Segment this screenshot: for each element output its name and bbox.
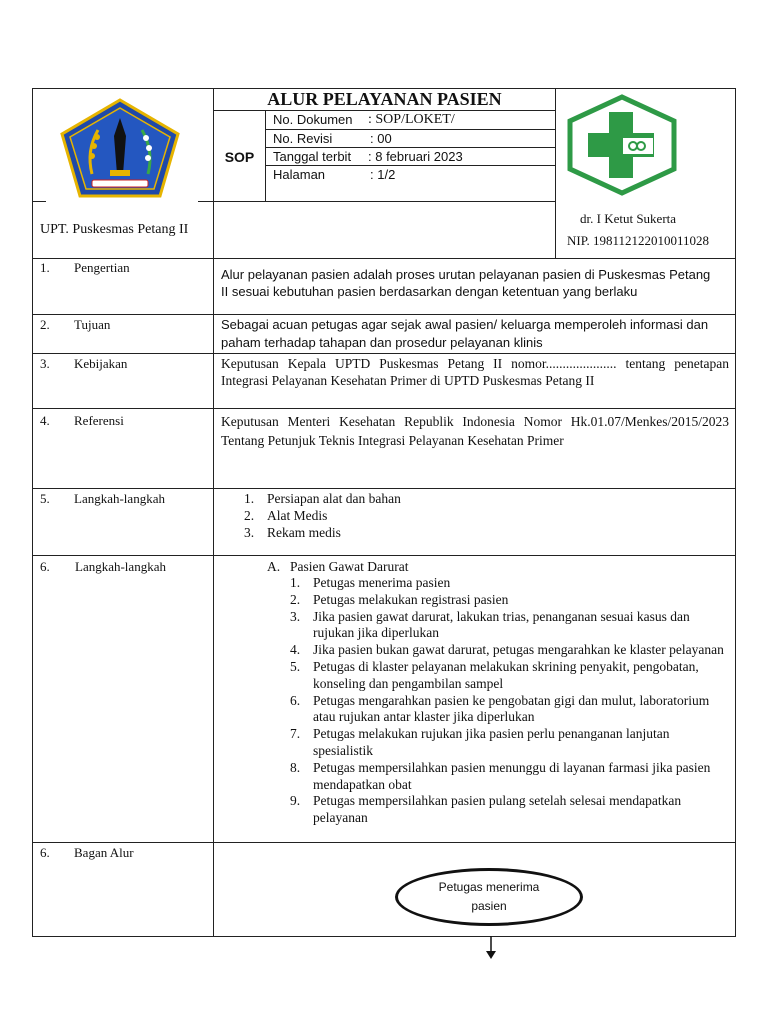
list-item: 8. Petugas mempersilahkan pasien menunggu di layanan farmasi jika pasien mendapatkan obat bbox=[290, 759, 711, 792]
flowchart-arrow bbox=[485, 936, 497, 960]
row-number: 1. bbox=[40, 260, 50, 275]
doc-field-value: : 8 februari 2023 bbox=[368, 149, 463, 164]
row-label: Tujuan bbox=[74, 317, 111, 332]
flowchart-start-node bbox=[395, 868, 583, 926]
doc-field-value: : 1/2 bbox=[370, 167, 396, 182]
row-label: Kebijakan bbox=[74, 356, 128, 371]
doc-field-label: No. Revisi bbox=[273, 131, 333, 146]
list-item: 5. Petugas di klaster pelayanan melakukan skrining penyakit, pengobatan, konseling dan pengambilan sampel bbox=[290, 658, 699, 691]
list-item: 6. Petugas mengarahkan pasien ke pengobatan gigi dan mulut, laboratorium atau rujukan antar klaster jika diperlukan bbox=[290, 692, 710, 725]
row-label: Langkah-langkah bbox=[74, 491, 165, 506]
puskesmas-logo bbox=[566, 94, 678, 196]
list-item: 9. Petugas mempersilahkan pasien pulang setelah selesai mendapatkan pelayanan bbox=[290, 793, 682, 826]
row-number: 3. bbox=[40, 356, 50, 371]
list-item: 1. Persiapan alat dan bahan bbox=[244, 491, 401, 506]
row-label: Langkah-langkah bbox=[75, 559, 166, 574]
doc-field-value: : SOP/LOKET/ bbox=[368, 112, 455, 127]
list-item: 7. Petugas melakukan rujukan jika pasien perlu penanganan lanjutan spesialistik bbox=[290, 726, 670, 758]
subsection-marker: A. bbox=[267, 559, 281, 574]
doc-field-label: Tanggal terbit bbox=[273, 149, 352, 164]
sop-label: SOP bbox=[224, 149, 255, 165]
pengertian-text: Alur pelayanan pasien adalah proses urutan pelayanan pasien di Puskesmas Petang II sesuai kebutuhan pasien berdasarkan dengan ketentuan yang berlaku bbox=[221, 267, 711, 299]
list-item: 1. Petugas menerima pasien bbox=[290, 575, 451, 590]
signer-nip: NIP. 198112122010011028 bbox=[567, 233, 710, 248]
tujuan-text: Sebagai acuan petugas agar sejak awal pasien/ keluarga memperoleh informasi dan paham terhadap tahapan dan prosedur pelayanan klinis bbox=[221, 317, 709, 350]
row-label: Referensi bbox=[74, 413, 124, 428]
signer-name: dr. I Ketut Sukerta bbox=[580, 211, 677, 226]
preparation-list bbox=[240, 490, 720, 541]
row-number: 6. bbox=[40, 559, 50, 574]
list-item: 4. Jika pasien bukan gawat darurat, petugas mengarahkan ke klaster pelayanan bbox=[290, 642, 724, 658]
list-item: 2. Alat Medis bbox=[244, 508, 328, 523]
referensi-text: Keputusan Menteri Kesehatan Republik Indonesia Nomor Hk.01.07/Menkes/2015/2023 Tentang Petunjuk Teknis Integrasi Pelayanan Kesehatan Primer bbox=[221, 414, 729, 448]
row-number: 2. bbox=[40, 317, 50, 332]
doc-field-label: Halaman bbox=[273, 167, 326, 182]
document-title: ALUR PELAYANAN PASIEN bbox=[267, 89, 502, 109]
list-item: 3. Rekam medis bbox=[244, 525, 341, 540]
procedure-steps bbox=[290, 575, 730, 827]
row-label: Bagan Alur bbox=[74, 845, 134, 860]
regency-emblem-logo bbox=[54, 96, 186, 200]
row-number: 4. bbox=[40, 413, 50, 428]
list-item: 2. Petugas melakukan registrasi pasien bbox=[290, 591, 509, 607]
subsection-title: Pasien Gawat Darurat bbox=[290, 559, 409, 574]
flowchart-start-label: Petugas menerima pasien bbox=[438, 880, 540, 913]
row-number: 5. bbox=[40, 491, 50, 506]
doc-field-label: No. Dokumen bbox=[273, 112, 353, 127]
kebijakan-text: Keputusan Kepala UPTD Puskesmas Petang II nomor..................... tentang penetapan Integrasi Pelayanan Kesehatan Primer di UPTD Puskesmas Petang II bbox=[221, 356, 729, 388]
doc-field-value: : 00 bbox=[370, 131, 392, 146]
row-number: 6. bbox=[40, 845, 50, 860]
row-label: Pengertian bbox=[74, 260, 130, 275]
organization-name: UPT. Puskesmas Petang II bbox=[40, 222, 189, 237]
list-item: 3. Jika pasien gawat darurat, lakukan trias, penanganan sesuai kasus dan rujukan jika diperlukan bbox=[290, 608, 690, 641]
